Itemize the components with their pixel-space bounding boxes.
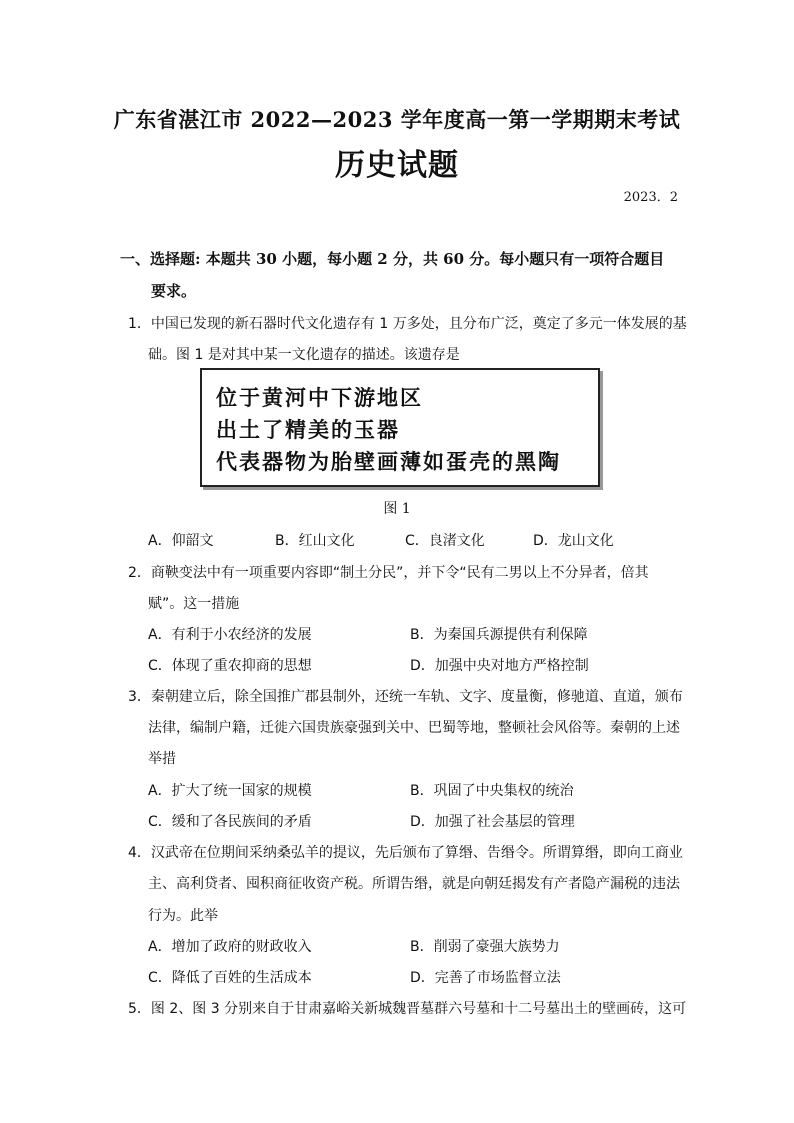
question-2-line-2: 赋”。这一措施 [148,596,240,612]
question-5-line-1: 5．图 2、图 3 分别来自于甘肃嘉峪关新城魏晋墓群六号墓和十二号墓出土的壁画砖，这可 [128,1001,687,1017]
question-1-line-2: 础。图 1 是对其中某一文化遗存的描述。该遗存是 [148,347,460,363]
question-3-line-3: 举措 [148,751,176,767]
question-3-line-1: 3．秦朝建立后，除全国推广郡县制外，还统一车轨、文字、度量衡，修驰道、直道，颁布 [128,689,683,705]
q1-option-d: D．龙山文化 [533,533,614,549]
figure-1-caption: 图 1 [383,501,411,517]
q3-option-a: A．扩大了统一国家的规模 [148,783,312,799]
question-1-line-1: 1．中国已发现的新石器时代文化遗存有 1 万多处，且分布广泛，奠定了多元一体发展的基 [128,316,687,332]
q3-option-d: D．加强了社会基层的管理 [410,814,575,830]
q3-option-b: B．巩固了中央集权的统治 [410,783,574,799]
q2-option-a: A．有利于小农经济的发展 [148,627,312,643]
q2-option-c: C．体现了重农抑商的思想 [148,658,312,674]
question-2-line-1: 2．商鞅变法中有一项重要内容即“制土分民”，并下令“民有二男以上不分异者，倍其 [128,565,649,581]
q1-option-a: A．仰韶文 [148,533,214,549]
q1-option-c: C．良渚文化 [405,533,485,549]
q4-option-c: C．降低了百姓的生活成本 [148,970,312,986]
q4-option-a: A．增加了政府的财政收入 [148,939,312,955]
q4-option-b: B．削弱了豪强大族势力 [410,939,560,955]
question-4-line-3: 行为。此举 [148,908,218,924]
exam-date: 2023．2 [623,190,678,205]
exam-title: 广东省湛江市 2022—2023 学年度高一第一学期期末考试 [113,107,681,132]
subject-title: 历史试题 [335,148,459,183]
section-heading-cont: 要求。 [151,282,197,300]
figure-1-box [200,368,600,487]
section-heading: 一、选择题: 本题共 30 小题，每小题 2 分，共 60 分。每小题只有一项符合题目 [120,250,665,268]
figure-1-line-3: 代表器物为胎壁画薄如蛋壳的黑陶 [216,449,561,474]
figure-1-line-2: 出土了精美的玉器 [216,417,400,442]
q4-option-d: D．完善了市场监督立法 [410,970,561,986]
q2-option-b: B．为秦国兵源提供有利保障 [410,627,588,643]
question-4-line-2: 主、高利贷者、囤积商征收资产税。所谓告缗，就是向朝廷揭发有产者隐产漏税的违法 [148,876,680,892]
figure-1-line-1: 位于黄河中下游地区 [216,385,423,410]
q2-option-d: D．加强中央对地方严格控制 [410,658,589,674]
q1-option-b: B．红山文化 [275,533,355,549]
q3-option-c: C．缓和了各民族间的矛盾 [148,814,312,830]
question-4-line-1: 4．汉武帝在位期间采纳桑弘羊的提议，先后颁布了算缗、告缗令。所谓算缗，即向工商业 [128,845,683,861]
question-3-line-2: 法律，编制户籍，迁徙六国贵族豪强到关中、巴蜀等地，整顿社会风俗等。秦朝的上述 [148,720,680,736]
